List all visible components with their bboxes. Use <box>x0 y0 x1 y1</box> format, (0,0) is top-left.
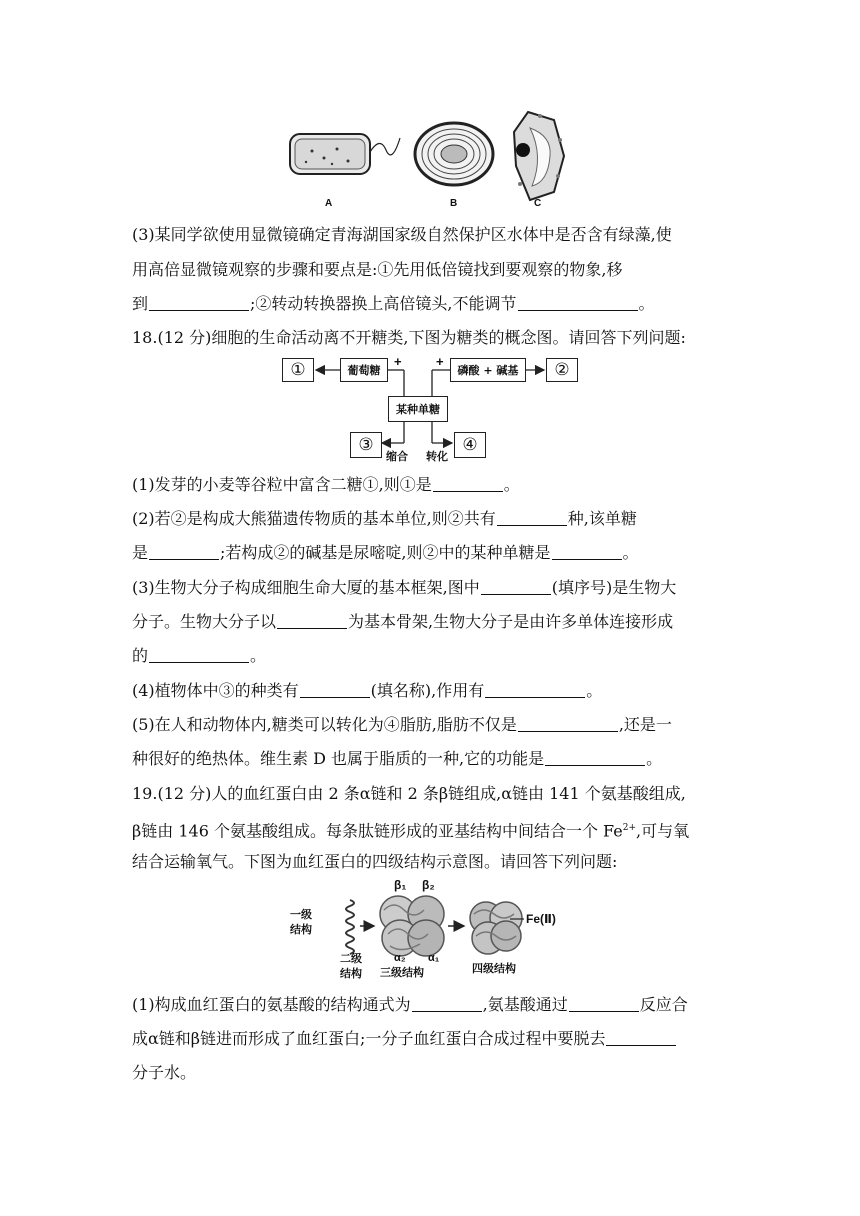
text: β链由 146 个氨基酸组成。每条肽链形成的亚基结构中间结合一个 Fe <box>132 821 623 841</box>
answer-blank[interactable] <box>300 681 370 698</box>
text: (2)若②是构成大熊猫遗传物质的基本单位,则②共有 <box>132 509 496 528</box>
text: 种,该单糖 <box>567 509 637 528</box>
q18-p4 <box>132 680 602 702</box>
text: 。 <box>622 543 639 562</box>
q19-p1-line1 <box>132 994 688 1016</box>
label-alpha2: α₂ <box>394 952 406 964</box>
q18-p3-line1 <box>132 577 676 599</box>
text: ,还是一 <box>618 715 672 734</box>
text: (填名称),作用有 <box>370 681 485 700</box>
q19-stem-line2 <box>132 817 689 842</box>
text: (4)植物体中③的种类有 <box>132 681 299 700</box>
q18-stem: 18.(12 分)细胞的生命活动离不开糖类,下图为糖类的概念图。请回答下列问题: <box>132 328 686 347</box>
answer-blank[interactable] <box>485 681 585 698</box>
q18-p5-line1 <box>132 714 672 736</box>
q18-p3-line3 <box>132 645 266 667</box>
text: 。 <box>250 646 267 665</box>
text: 。 <box>638 294 655 313</box>
text: (填序号)是生物大 <box>551 578 677 597</box>
q17-p3-line2: 用高倍显微镜观察的步骤和要点是:①先用低倍镜找到要观察的物象,移 <box>132 260 623 279</box>
answer-blank[interactable] <box>518 715 618 732</box>
text: 反应合 <box>639 995 688 1014</box>
answer-blank[interactable] <box>518 294 638 311</box>
q19-stem-line3: 结合运输氧气。下图为血红蛋白的四级结构示意图。请回答下列问题: <box>132 852 618 871</box>
cell-label-a: A <box>325 198 333 209</box>
text: 成α链和β链进而形成了血红蛋白;一分子血红蛋白合成过程中要脱去 <box>132 1029 606 1048</box>
q18-p2-line1 <box>132 508 637 530</box>
text: ;②转动转换器换上高倍镜头,不能调节 <box>250 294 517 313</box>
answer-blank[interactable] <box>552 543 622 560</box>
q17-p3-line3 <box>132 293 655 315</box>
q17-p3-line1: (3)某同学欲使用显微镜确定青海湖国家级自然保护区水体中是否含有绿藻,使 <box>132 225 672 244</box>
text: (3)生物大分子构成细胞生命大厦的基本框架,图中 <box>132 578 480 597</box>
label-condense: 缩合 <box>386 451 408 463</box>
text: (1)发芽的小麦等谷粒中富含二糖①,则①是 <box>132 475 432 494</box>
text: (1)构成血红蛋白的氨基酸的结构通式为 <box>132 995 411 1014</box>
label-transform: 转化 <box>426 451 448 463</box>
answer-blank[interactable] <box>481 578 551 595</box>
q18-p3-line2 <box>132 611 673 633</box>
oval-cell-b <box>415 123 493 185</box>
text: 。 <box>646 749 663 768</box>
quaternary-structure-blob <box>470 902 522 954</box>
q18-p1 <box>132 474 520 496</box>
q18-p5-line2 <box>132 748 662 770</box>
answer-blank[interactable] <box>569 995 639 1012</box>
q19-stem-line1: 19.(12 分)人的血红蛋白由 2 条α链和 2 条β链组成,α链由 141 个氨基酸组成, <box>132 784 686 803</box>
bacterium-cell-a <box>290 134 400 174</box>
text: 。 <box>503 475 520 494</box>
tertiary-structure-blob <box>380 896 444 956</box>
text: 是 <box>132 543 149 562</box>
diagram-box-3: ③ <box>350 432 382 458</box>
text: (5)在人和动物体内,糖类可以转化为④脂肪,脂肪不仅是 <box>132 715 517 734</box>
diagram-box-4: ④ <box>454 432 486 458</box>
label-primary-structure: 一级 结构 <box>290 909 312 936</box>
text: 到 <box>132 294 149 313</box>
hemoglobin-structure-diagram <box>288 874 588 984</box>
label-quaternary-structure: 四级结构 <box>472 963 516 975</box>
q19-p1-line3: 分子水。 <box>132 1063 197 1082</box>
answer-blank[interactable] <box>149 543 219 560</box>
label-iron: Fe(Ⅱ) <box>526 912 556 926</box>
answer-blank[interactable] <box>433 475 503 492</box>
answer-blank[interactable] <box>149 646 249 663</box>
q19-p1-line2 <box>132 1028 677 1050</box>
plus-sign: + <box>394 354 402 369</box>
label-tertiary-structure: 三级结构 <box>380 967 424 979</box>
text: 的 <box>132 646 149 665</box>
hemoglobin-illustration <box>288 874 588 984</box>
diagram-box-glucose: 葡萄糖 <box>340 358 388 382</box>
text: ,氨基酸通过 <box>482 995 568 1014</box>
text: 。 <box>586 681 603 700</box>
plant-cell-c <box>514 112 564 200</box>
sugar-concept-diagram <box>282 354 582 464</box>
text: ,可与氧 <box>636 821 690 841</box>
answer-blank[interactable] <box>606 1029 676 1046</box>
answer-blank[interactable] <box>497 509 567 526</box>
diagram-box-monosaccharide: 某种单糖 <box>388 396 448 422</box>
answer-blank[interactable] <box>412 995 482 1012</box>
answer-blank[interactable] <box>545 749 645 766</box>
text: ;若构成②的碱基是尿嘧啶,则②中的某种单糖是 <box>220 543 551 562</box>
label-beta1: β₁ <box>394 878 407 892</box>
superscript: 2+ <box>622 823 637 833</box>
cell-label-b: B <box>450 198 458 209</box>
label-beta2: β₂ <box>422 878 435 892</box>
diagram-box-2: ② <box>546 358 578 382</box>
cells-figure <box>282 106 582 214</box>
answer-blank[interactable] <box>277 612 347 629</box>
cell-label-c: C <box>534 198 542 209</box>
plus-sign: + <box>436 354 444 369</box>
text: 为基本骨架,生物大分子是由许多单体连接形成 <box>348 612 674 631</box>
text: 种很好的绝热体。维生素 D 也属于脂质的一种,它的功能是 <box>132 749 545 768</box>
answer-blank[interactable] <box>149 294 249 311</box>
label-secondary-structure: 二级 结构 <box>340 953 362 980</box>
diagram-box-1: ① <box>282 358 314 382</box>
label-alpha1: α₁ <box>428 952 440 964</box>
q18-p2-line2 <box>132 542 639 564</box>
text: 分子。生物大分子以 <box>132 612 277 631</box>
diagram-box-phosphate-base: 磷酸 + 碱基 <box>450 358 526 382</box>
